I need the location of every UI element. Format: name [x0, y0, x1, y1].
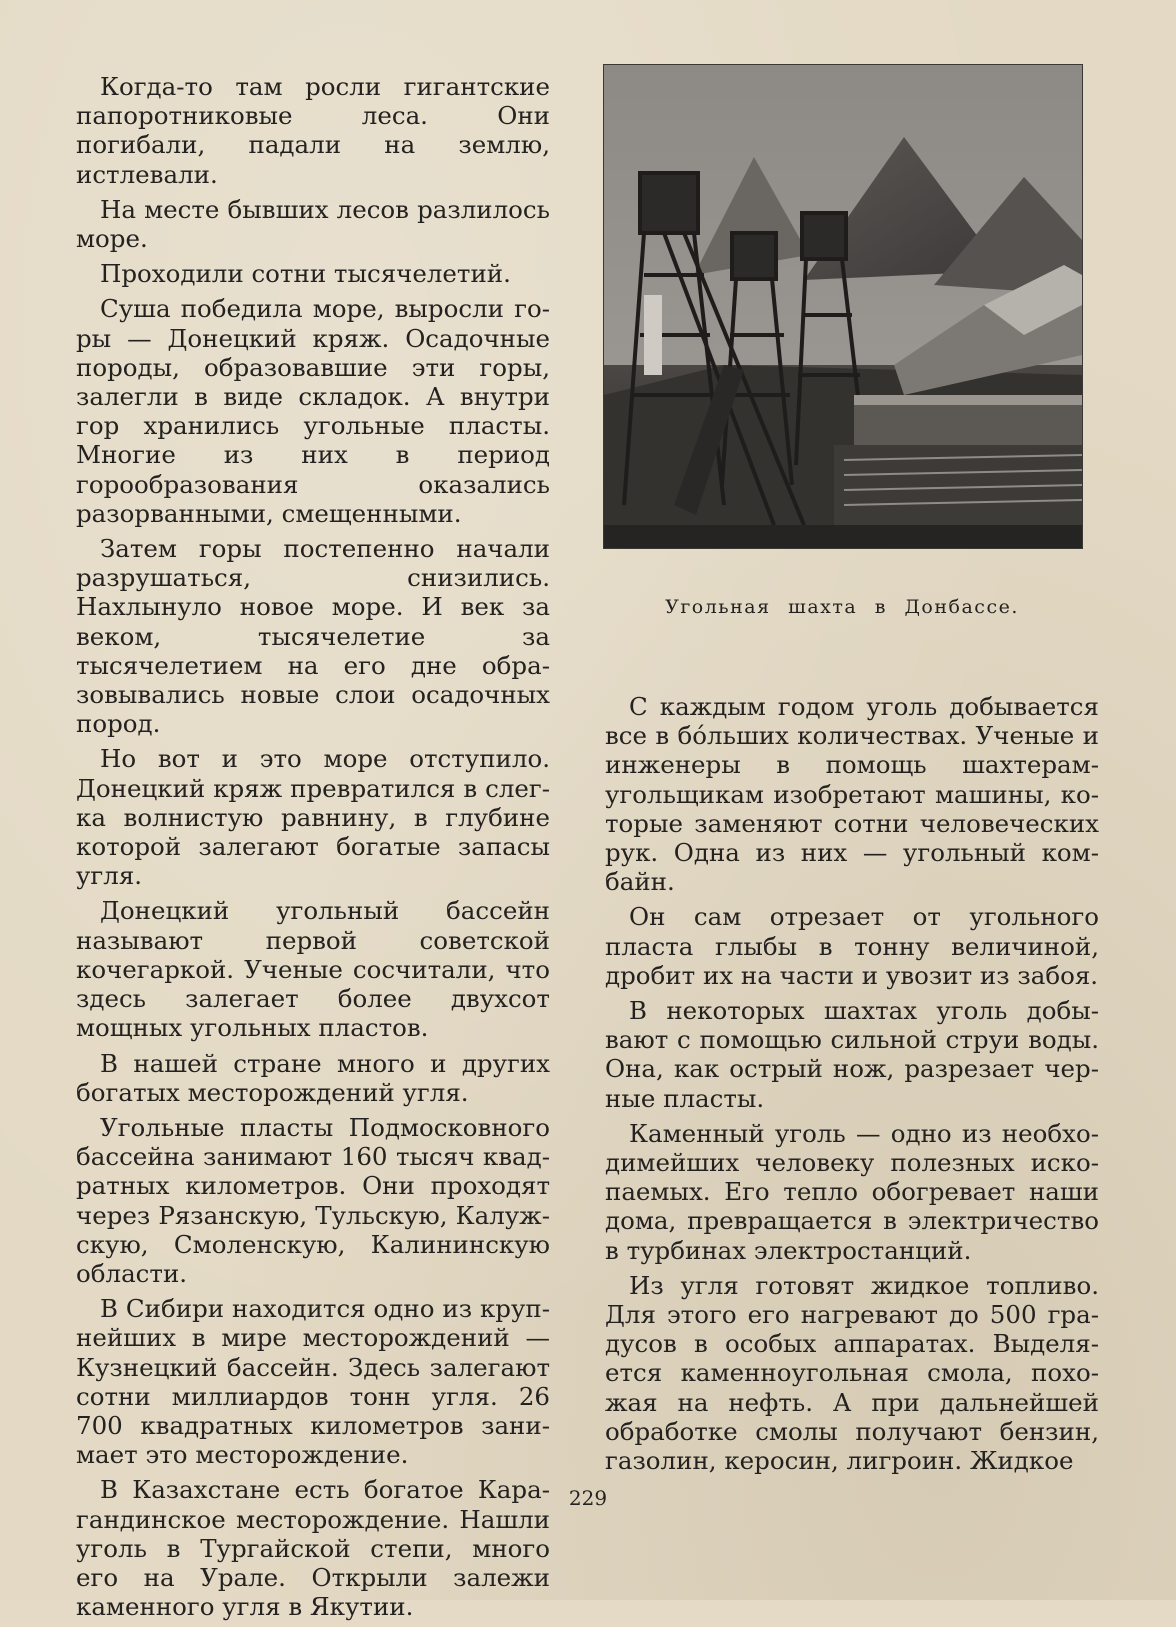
paragraph: Угольные пласты Подмосковного бассейна занимают 160 тысяч квадратных километров. Они проходят через Рязанскую, Тульскую, Калужскую, Смоленскую, Калининскую области.	[76, 1112, 550, 1288]
right-text-column	[605, 692, 1099, 1481]
paragraph: Но вот и это море отступило. Донецкий кряж превратился в слегка волнистую равнину, в глубине которой залегают богатые запасы угля.	[76, 744, 550, 891]
figure-caption: Угольная шахта в Донбассе.	[665, 596, 1019, 618]
paragraph: Донецкий угольный бассейн называют первой советской кочегаркой. Ученые сосчитали, что здесь залегает более двухсот мощных угольных пластов.	[76, 896, 550, 1043]
paragraph: Каменный уголь — одно из необходимейших человеку полезных ископаемых. Его тепло обогревает наши дома, превращается в электричество в турбинах электростанций.	[605, 1118, 1099, 1265]
paragraph: Он сам отрезает от угольного пласта глыбы в тонну величиной, дробит их на части и увозит из забоя.	[605, 902, 1099, 990]
paragraph: В нашей стране много и других богатых месторождений угля.	[76, 1048, 550, 1107]
paragraph: На месте бывших лесов разлилось море.	[76, 194, 550, 254]
paragraph: В Сибири находится одно из крупнейших в мире месторождений — Кузнецкий бассейн. Здесь залегают сотни миллиардов тонн угля. 26 700 квадратных километров занимает это месторождение.	[76, 1294, 550, 1470]
paragraph: В Казахстане есть богатое Карагандинское месторождение. Нашли уголь в Тургайской степи, много его на Урале. Открыли залежи каменного угля в Якутии.	[76, 1475, 550, 1622]
paragraph: В некоторых шахтах уголь добывают с помощью сильной струи воды. Она, как острый нож, разрезает черные пласты.	[605, 996, 1099, 1113]
paragraph: Суша победила море, выросли горы — Донецкий кряж. Осадочные породы, образовавшие эти горы, залегли в виде складок. А внутри гор хранились угольные пласты. Многие из них в период горообразования оказались разорванными, смещенными.	[76, 294, 550, 528]
paragraph: Когда-то там росли гигантские папоротниковые леса. Они погибали, падали на землю, истлевали.	[76, 72, 550, 189]
paragraph: Проходили сотни тысячелетий.	[100, 259, 511, 289]
coal-mine-illustration	[604, 65, 1082, 548]
paragraph: Затем горы постепенно начали разрушаться, снизились. Нахлынуло новое море. И век за веком, тысячелетие за тысячелетием на его дне образовывались новые слои осадочных пород.	[76, 534, 550, 739]
page-number: 229	[568, 1486, 608, 1510]
left-text-column	[76, 72, 550, 1627]
paragraph: С каждым годом уголь добывается все в бóльших количествах. Ученые и инженеры в помощь шахтерам-угольщикам изобретают машины, которые заменяют сотни человеческих рук. Одна из них — угольный комбайн.	[605, 692, 1099, 897]
paragraph: Из угля готовят жидкое топливо. Для этого его нагревают до 500 градусов в особых аппаратах. Выделяется каменноугольная смола, похожая на нефть. А при дальнейшей обработке смолы получают бензин, газолин, керосин, лигроин. Жидкое	[605, 1270, 1099, 1476]
coal-mine-photo	[603, 64, 1083, 549]
